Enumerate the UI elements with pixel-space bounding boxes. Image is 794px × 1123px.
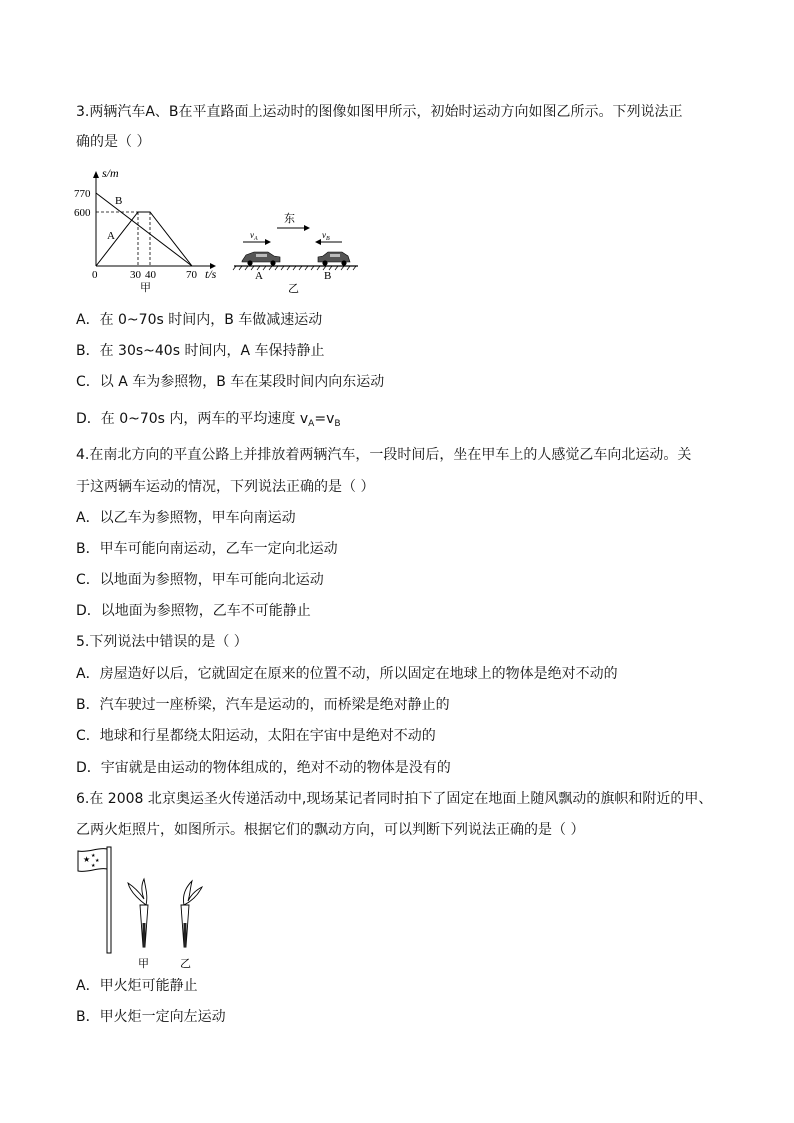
y-axis-label: s/m: [102, 166, 119, 180]
torch-jia-flame-icon: [128, 879, 147, 905]
q4-option-d: D．以地面为参照物，乙车不可能静止: [76, 603, 311, 619]
q4-option-a: A．以乙车为参照物，甲车向南运动: [76, 510, 296, 526]
vb-label: $v_B$: [322, 230, 330, 242]
y-tick-600: 600: [74, 207, 91, 219]
flag-pole: [107, 847, 111, 953]
east-label: 东: [284, 213, 295, 225]
x-tick-70: 70: [186, 269, 197, 281]
q3-option-d: D．在 0~70s 内，两车的平均速度 $v_A=v_B$: [76, 411, 341, 429]
q3-graph-jia: [74, 166, 224, 298]
q5-stem: 5.下列说法中错误的是（ ）: [76, 634, 248, 650]
label-a: A: [107, 230, 115, 242]
x-tick-30: 30: [130, 269, 141, 281]
q6-option-b: B．甲火炬一定向左运动: [76, 1009, 226, 1025]
x-axis-label: t/s: [205, 267, 217, 281]
q3-option-a: A．在 0~70s 时间内，B 车做减速运动: [76, 312, 323, 328]
q3-stem-line1: 3.两辆汽车A、B在平直路面上运动时的图像如图甲所示，初始时运动方向如图乙所示。下列说法正: [76, 104, 683, 120]
q3-stem-line2: 确的是（ ）: [76, 134, 151, 150]
label-b: B: [115, 195, 123, 207]
svg-text:★: ★: [91, 864, 96, 869]
q5-option-a: A．房屋造好以后，它就固定在原来的位置不动，所以固定在地球上的物体是绝对不动的: [76, 666, 618, 682]
va-label: $v_A$: [250, 230, 258, 242]
x-tick-0: 0: [92, 269, 98, 281]
q5-option-d: D．宇宙就是由运动的物体组成的，绝对不动的物体是没有的: [76, 760, 451, 776]
q3-option-b: B．在 30s~40s 时间内，A 车保持静止: [76, 343, 325, 359]
scene-caption: 乙: [288, 283, 299, 295]
q6-stem-line1: 6.在 2008 北京奥运圣火传递活动中,现场某记者同时拍下了固定在地面上随风飘动的旗帜和附近的甲、: [76, 791, 713, 807]
q4-stem-line2: 于这两辆车运动的情况，下列说法正确的是（ ）: [76, 479, 375, 495]
q4-option-b: B．甲车可能向南运动，乙车一定向北运动: [76, 541, 338, 557]
q5-option-c: C．地球和行星都绕太阳运动，太阳在宇宙中是绝对不动的: [76, 728, 436, 744]
car-b-label: B: [324, 270, 332, 282]
label-jia: 甲: [138, 958, 149, 970]
q6-flag-torch-figure: [74, 843, 204, 971]
svg-text:★: ★: [95, 859, 100, 864]
q3-scene-yi: [230, 206, 362, 298]
q3-option-c: C．以 A 车为参照物，B 车在某段时间内向东运动: [76, 374, 385, 390]
q6-stem-line2: 乙两火炬照片，如图所示。根据它们的飘动方向，可以判断下列说法正确的是（ ）: [76, 822, 585, 838]
q6-option-a: A．甲火炬可能静止: [76, 978, 198, 994]
car-a-label: A: [255, 270, 263, 282]
q4-option-c: C．以地面为参照物，甲车可能向北运动: [76, 572, 324, 588]
q4-stem-line1: 4.在南北方向的平直公路上并排放着两辆汽车，一段时间后，坐在甲车上的人感觉乙车向北运动。关: [76, 447, 692, 463]
x-tick-40: 40: [145, 269, 156, 281]
graph-caption: 甲: [140, 282, 151, 294]
svg-text:★: ★: [91, 854, 96, 859]
label-yi: 乙: [180, 958, 191, 970]
torch-yi-flame-icon: [183, 881, 202, 905]
svg-text:★: ★: [83, 855, 91, 864]
y-tick-770: 770: [74, 188, 91, 200]
q5-option-b: B．汽车驶过一座桥梁，汽车是运动的，而桥梁是绝对静止的: [76, 697, 450, 713]
